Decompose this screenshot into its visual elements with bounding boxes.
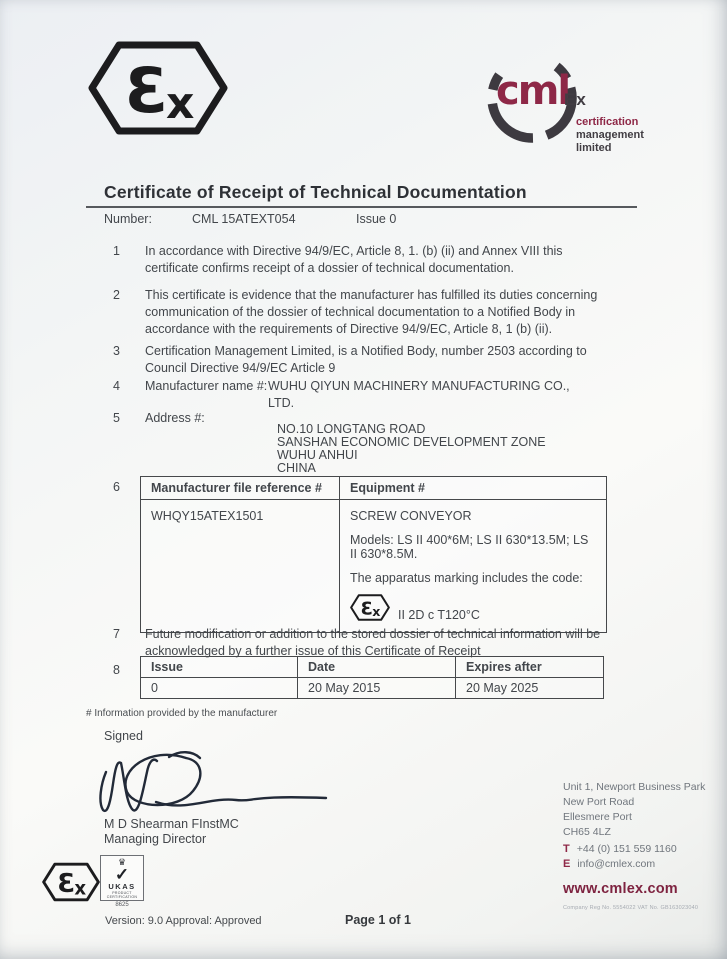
signed-label: Signed [104, 729, 143, 743]
clause-number: 4 [113, 379, 120, 393]
clause-number: 1 [113, 244, 120, 258]
company-address [563, 780, 725, 840]
address-line: New Port Road [563, 796, 635, 808]
email-label: E [563, 858, 571, 870]
address-label: Address #: [145, 411, 205, 425]
email-address: info@cmlex.com [577, 858, 656, 870]
clause-text: Future modification or addition to the stored dossier of technical information will be acknowledged by a further issue of this Certificate of Receipt [145, 627, 601, 658]
page-number: Page 1 of 1 [345, 913, 411, 927]
address-line: Ellesmere Port [563, 811, 632, 823]
certificate-number: CML 15ATEXT054 [192, 212, 296, 226]
table-row [141, 678, 604, 699]
website: www.cmlex.com [563, 881, 678, 897]
equipment-models: Models: LS II 400*6M; LS II 630*13.5M; LS II 630*8.5M. [350, 533, 589, 561]
cml-ex-logo [484, 40, 660, 158]
ukas-badge [100, 855, 144, 901]
signatory-name: M D Shearman FInstMC [104, 817, 239, 831]
cml-logo-caption [576, 116, 644, 155]
version-line: Version: 9.0 Approval: Approved [105, 915, 262, 927]
equipment-cell [340, 500, 607, 633]
clause-text: In accordance with Directive 94/9/EC, Article 8, 1. (b) (ii) and Annex VIII this certificate confirms receipt of a dossier of technical documentation. [145, 244, 563, 275]
clause-text: This certificate is evidence that the manufacturer has fulfilled its duties concerning communication of the dossier of technical documentation to a Notified Body in accordance with the requirements of Directive 94/9/EC, Article 8, 1 (b) (ii). [145, 288, 598, 336]
certificate-number-row [0, 212, 727, 230]
issue-header: Issue [141, 657, 298, 678]
address-line: CHINA [277, 461, 316, 475]
signature [90, 746, 340, 826]
phone-label: T [563, 843, 570, 855]
cml-caption-line: limited [576, 142, 612, 154]
issue-cell: 0 [141, 678, 298, 699]
cml-caption-line: management [576, 129, 644, 141]
issue-table [140, 656, 604, 699]
address-line: Unit 1, Newport Business Park [563, 781, 706, 793]
manufacturer-footnote: # Information provided by the manufacturer [86, 708, 278, 719]
clause-number: 8 [113, 663, 120, 677]
marking-code-row [350, 593, 596, 622]
atex-ex-hexagon-logo [88, 38, 228, 138]
number-label: Number: [104, 212, 152, 226]
file-reference-header: Manufacturer file reference # [141, 477, 340, 500]
ukas-subtitle: PRODUCT CERTIFICATION [106, 891, 138, 899]
phone-line [563, 843, 725, 855]
clause-number: 2 [113, 288, 120, 302]
equipment-header: Equipment # [340, 477, 607, 500]
ukas-crown-icon: ♛ [117, 857, 127, 867]
company-registration: Company Reg No. 5554022 VAT No. GB163023040 [563, 905, 699, 911]
manufacturer-line: WUHU QIYUN MACHINERY MANUFACTURING CO., [268, 379, 570, 393]
manufacturer-name-label: Manufacturer name #: [145, 379, 268, 393]
email-line [563, 858, 725, 870]
phone-number: +44 (0) 151 559 1160 [576, 843, 677, 855]
clause-number: 3 [113, 344, 120, 358]
ex-hexagon-mark-icon [350, 593, 390, 622]
address-line: NO.10 LONGTANG ROAD [277, 422, 426, 436]
clause-number: 5 [113, 411, 120, 425]
expires-header: Expires after [456, 657, 604, 678]
manufacturer-line: LTD. [268, 396, 295, 410]
address-line: CH65 4LZ [563, 826, 611, 838]
contact-block [563, 780, 725, 911]
table-header-row [141, 657, 604, 678]
issue-number: Issue 0 [356, 212, 397, 226]
marking-code: II 2D c T120°C [398, 608, 480, 622]
ukas-number: 8625 [115, 902, 129, 908]
cml-logo-text: cml [496, 68, 570, 114]
title-divider [86, 206, 637, 208]
page-title: Certificate of Receipt of Technical Documentation [104, 182, 527, 202]
date-cell: 20 May 2015 [298, 678, 456, 699]
ukas-name: UKAS [108, 882, 136, 891]
ukas-accreditation-mark [100, 855, 144, 908]
clause-number: 6 [113, 480, 120, 494]
signatory-title: Managing Director [104, 832, 207, 846]
expires-cell: 20 May 2025 [456, 678, 604, 699]
clause-text: Certification Management Limited, is a Notified Body, number 2503 according to Council Directive 94/9/EC Article 9 [145, 344, 587, 375]
date-header: Date [298, 657, 456, 678]
table-row [141, 500, 607, 633]
equipment-name: SCREW CONVEYOR [350, 509, 472, 523]
ukas-tick-icon: ✓ [114, 865, 130, 884]
address-line: WUHU ANHUI [277, 448, 358, 462]
clause-number: 7 [113, 627, 120, 641]
cml-logo-ex-text: Ex [564, 90, 587, 109]
address-value [277, 423, 546, 475]
address-line: SANSHAN ECONOMIC DEVELOPMENT ZONE [277, 435, 546, 449]
table-header-row [141, 477, 607, 500]
equipment-table [140, 476, 607, 633]
cml-caption-line: certification [576, 116, 639, 128]
manufacturer-name-value [268, 378, 570, 412]
file-reference-cell: WHQY15ATEX1501 [141, 500, 340, 633]
marking-intro: The apparatus marking includes the code: [350, 571, 583, 585]
ex-hexagon-footer-logo [42, 860, 100, 904]
